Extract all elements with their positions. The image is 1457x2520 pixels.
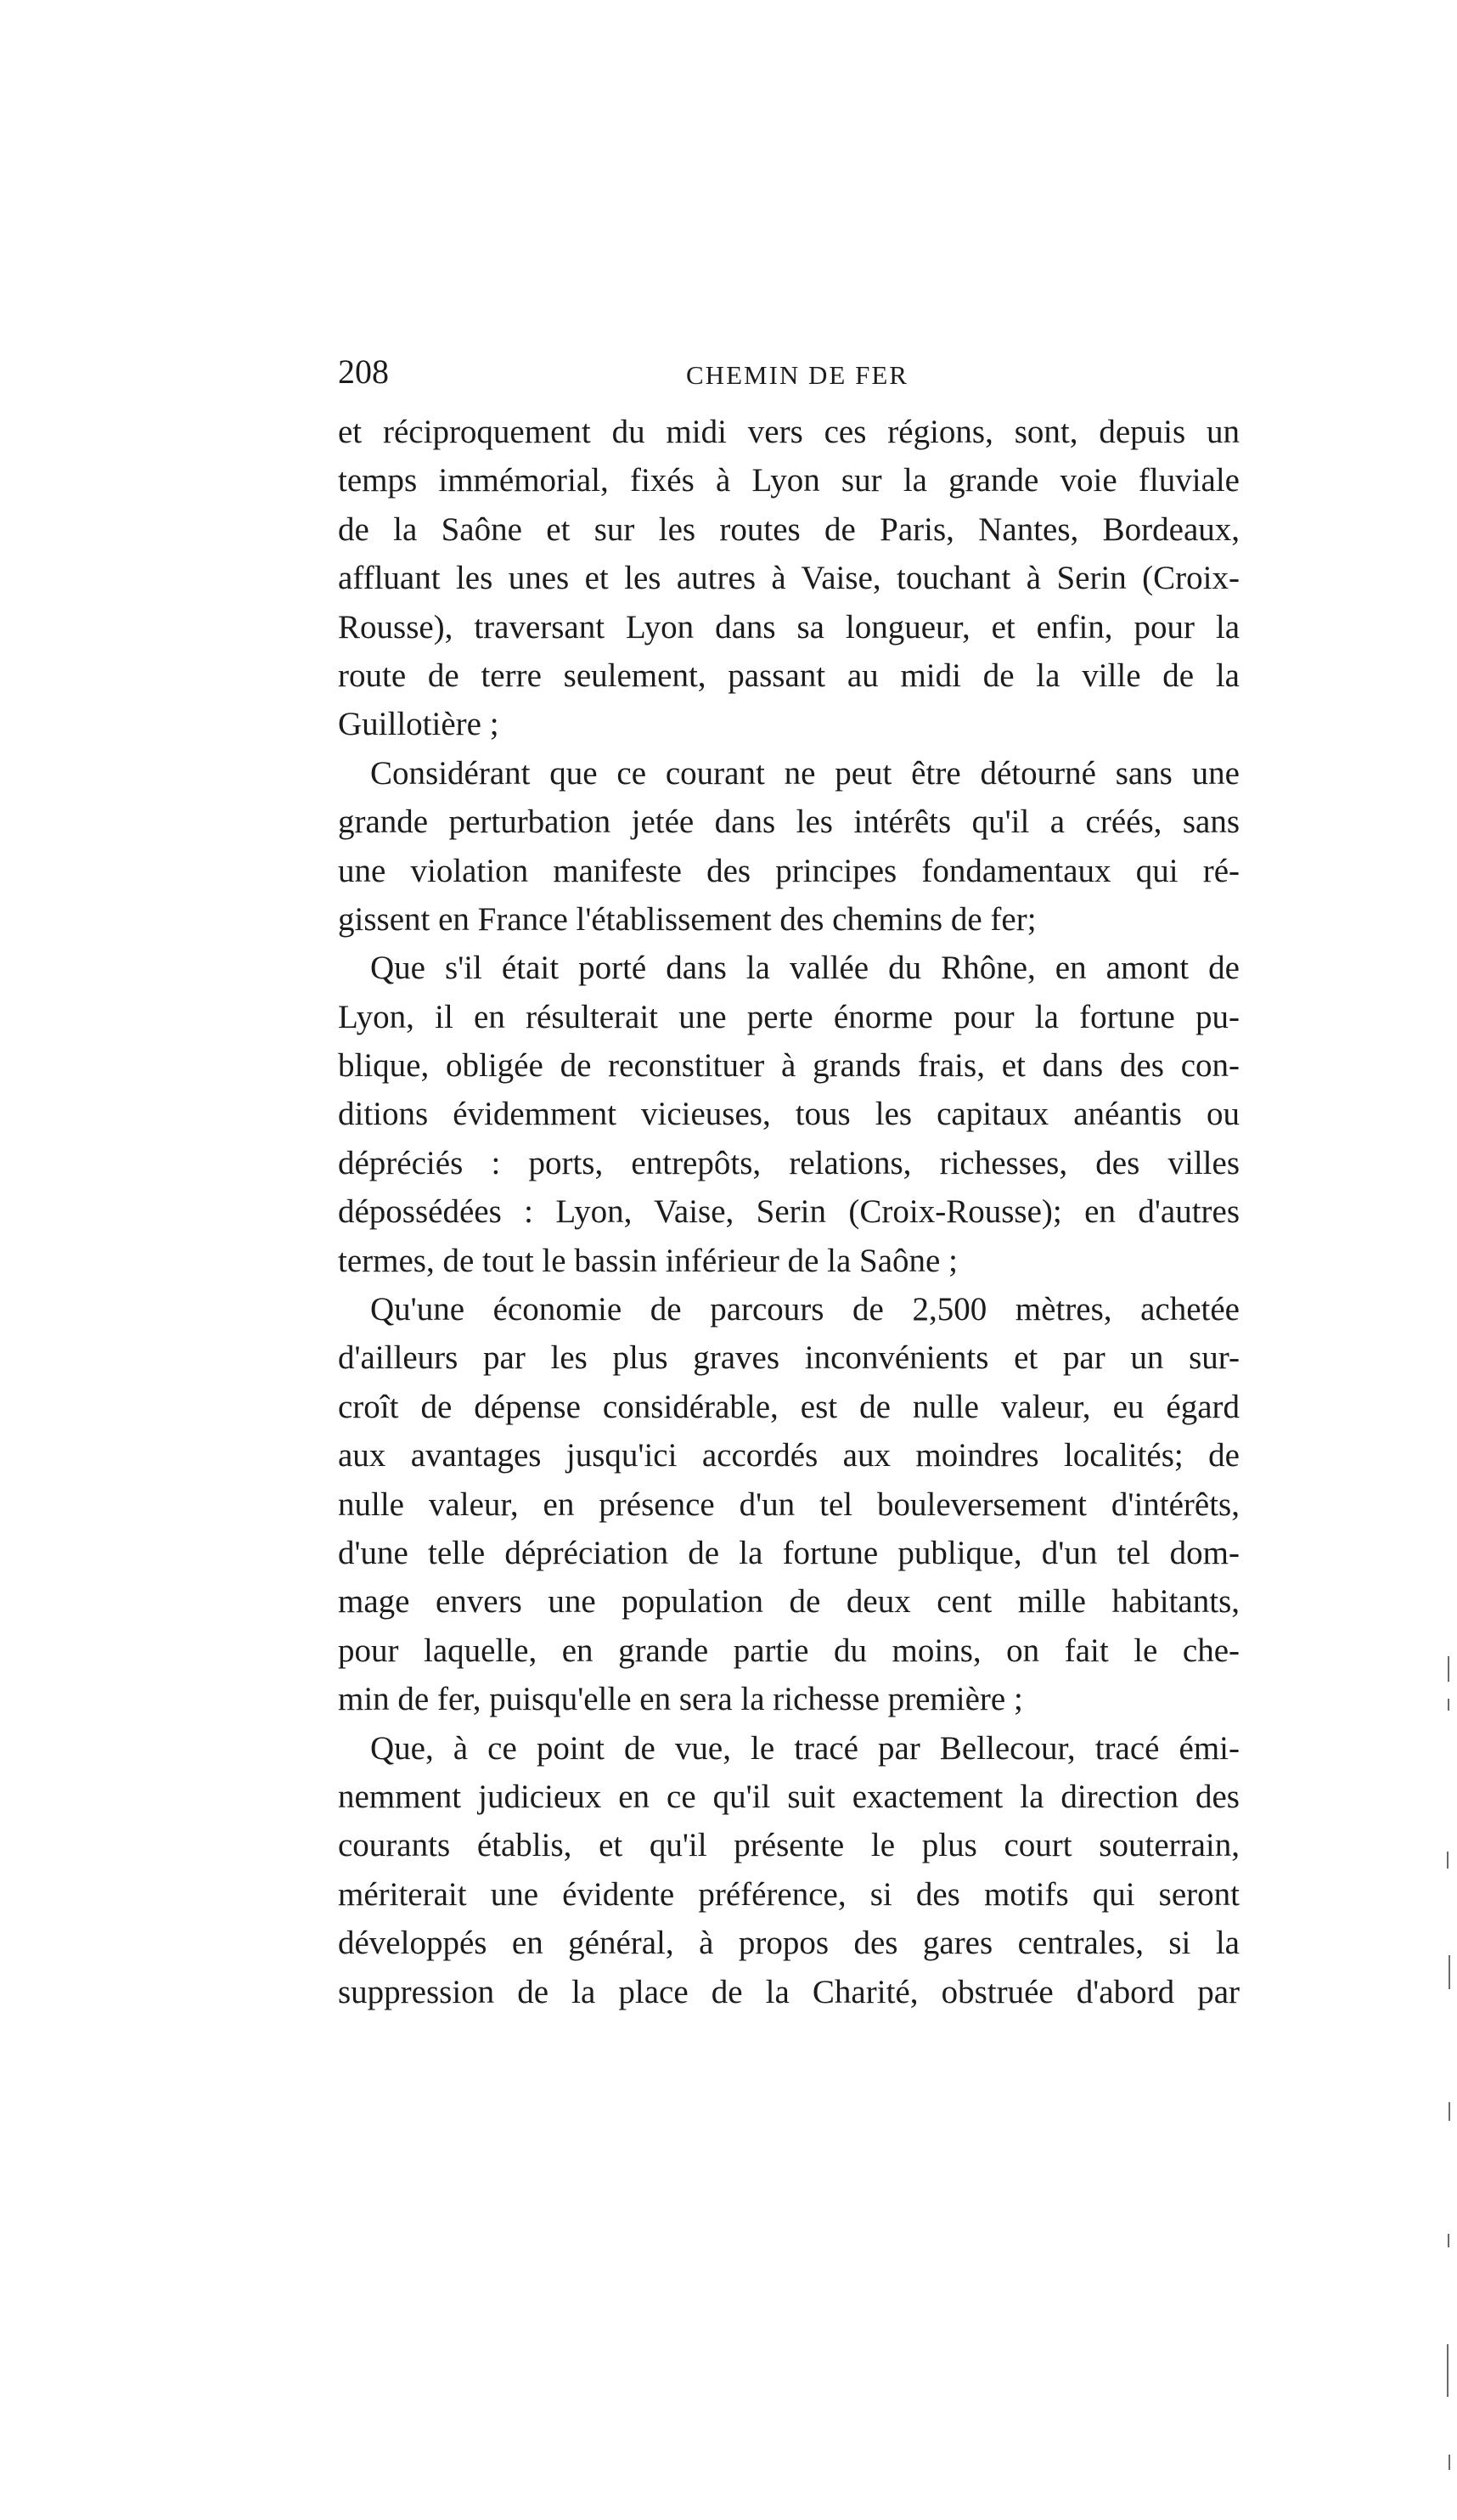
body-text bbox=[338, 408, 1240, 2016]
text-line: blique, obligée de reconstituer à grands frais, et dans des con- bbox=[338, 1047, 1240, 1085]
margin-scan-mark bbox=[1447, 1852, 1449, 1869]
text-line: dépréciés : ports, entrepôts, relations, richesses, des villes bbox=[338, 1144, 1240, 1181]
text-line: d'ailleurs par les plus graves inconvénients et par un sur- bbox=[338, 1339, 1240, 1377]
text-line: Guillotière ; bbox=[338, 706, 499, 743]
margin-scan-mark bbox=[1449, 1955, 1450, 1989]
paragraph-start-line: Que s'il était porté dans la vallée du Rhône, en amont de bbox=[370, 950, 1240, 987]
margin-scan-mark bbox=[1448, 1656, 1449, 1682]
page-header bbox=[338, 347, 1238, 397]
text-line: croît de dépense considérable, est de nulle valeur, eu égard bbox=[338, 1388, 1240, 1425]
text-line: développés en général, à propos des gares centrales, si la bbox=[338, 1925, 1240, 1962]
margin-scan-mark bbox=[1447, 2344, 1449, 2397]
margin-scan-mark bbox=[1449, 2102, 1450, 2121]
text-line: grande perturbation jetée dans les intérêts qu'il a créés, sans bbox=[338, 803, 1240, 841]
running-title: CHEMIN DE FER bbox=[686, 360, 909, 390]
text-line: termes, de tout le bassin inférieur de la Saône ; bbox=[338, 1242, 958, 1279]
text-line: Rousse), traversant Lyon dans sa longueur, et enfin, pour la bbox=[338, 608, 1240, 646]
text-line: une violation manifeste des principes fondamentaux qui ré- bbox=[338, 852, 1240, 889]
text-line: nulle valeur, en présence d'un tel bouleversement d'intérêts, bbox=[338, 1486, 1240, 1523]
text-line: d'une telle dépréciation de la fortune publique, d'un tel dom- bbox=[338, 1534, 1240, 1571]
paragraph-start-line: Considérant que ce courant ne peut être détourné sans une bbox=[370, 754, 1240, 792]
text-line: route de terre seulement, passant au midi de la ville de la bbox=[338, 657, 1240, 694]
text-line: de la Saône et sur les routes de Paris, Nantes, Bordeaux, bbox=[338, 510, 1240, 548]
text-line: mériterait une évidente préférence, si des motifs qui seront bbox=[338, 1875, 1240, 1913]
margin-scan-mark bbox=[1448, 2234, 1449, 2247]
text-line: gissent en France l'établissement des chemins de fer; bbox=[338, 900, 1037, 938]
text-line: suppression de la place de la Charité, obstruée d'abord par bbox=[338, 1973, 1240, 2010]
text-line: temps immémorial, fixés à Lyon sur la grande voie fluviale bbox=[338, 462, 1240, 499]
text-line: min de fer, puisqu'elle en sera la richesse première ; bbox=[338, 1681, 1023, 1718]
text-line: dépossédées : Lyon, Vaise, Serin (Croix-Rousse); en d'autres bbox=[338, 1193, 1240, 1231]
page-number: 208 bbox=[338, 352, 389, 391]
paragraph-start-line: Que, à ce point de vue, le tracé par Bellecour, tracé émi- bbox=[370, 1729, 1240, 1767]
margin-scan-mark bbox=[1449, 2455, 1450, 2470]
margin-scan-mark bbox=[1448, 1699, 1449, 1711]
text-line: nemment judicieux en ce qu'il suit exactement la direction des bbox=[338, 1778, 1240, 1815]
text-line: courants établis, et qu'il présente le plus court souterrain, bbox=[338, 1827, 1240, 1864]
paragraph-start-line: Qu'une économie de parcours de 2,500 mètres, achetée bbox=[370, 1291, 1240, 1328]
text-line: et réciproquement du midi vers ces régions, sont, depuis un bbox=[338, 414, 1240, 450]
text-line: ditions évidemment vicieuses, tous les capitaux anéantis ou bbox=[338, 1096, 1240, 1133]
text-line: Lyon, il en résulterait une perte énorme pour la fortune pu- bbox=[338, 998, 1240, 1035]
text-line: affluant les unes et les autres à Vaise, touchant à Serin (Croix- bbox=[338, 560, 1240, 597]
text-line: mage envers une population de deux cent mille habitants, bbox=[338, 1583, 1240, 1621]
text-line: aux avantages jusqu'ici accordés aux moindres localités; de bbox=[338, 1437, 1240, 1474]
text-line: pour laquelle, en grande partie du moins, on fait le che- bbox=[338, 1632, 1240, 1669]
